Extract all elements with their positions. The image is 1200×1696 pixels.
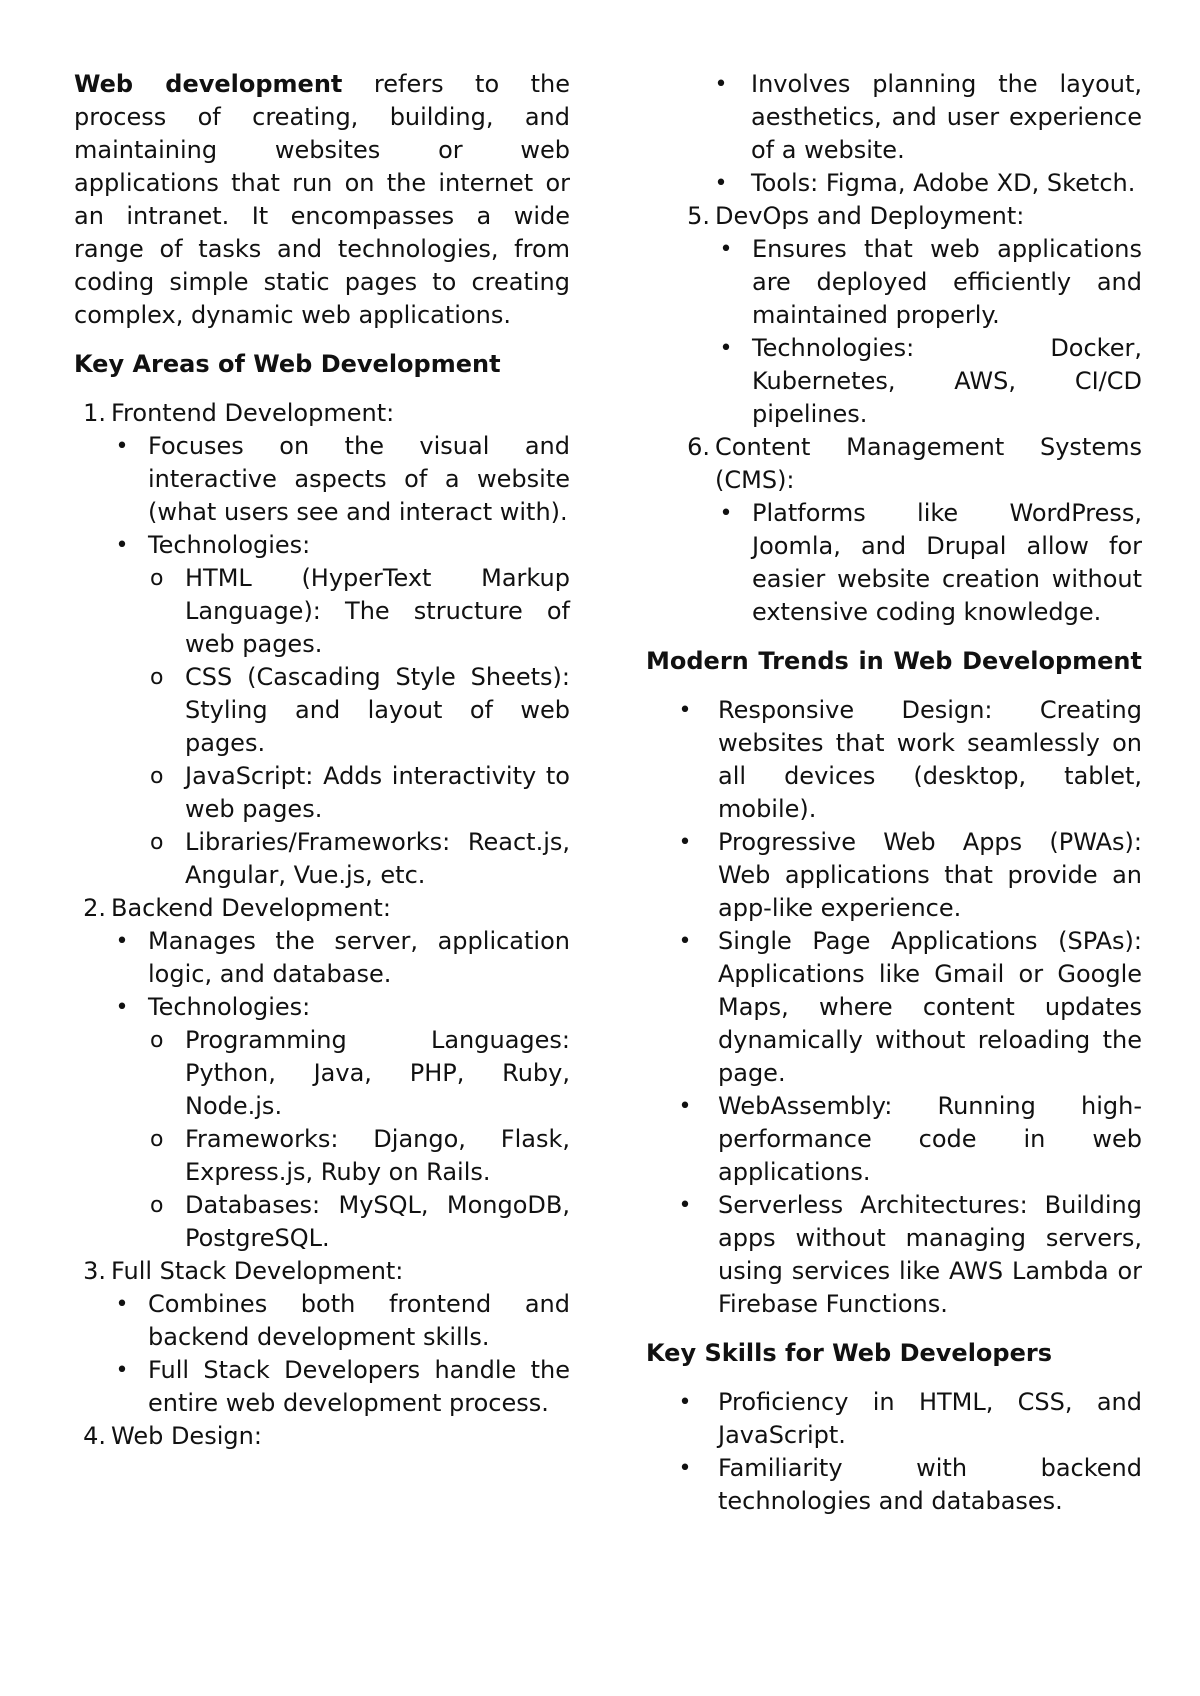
sub-bullet-text: Databases: MySQL, MongoDB, PostgreSQL. [185,1191,570,1252]
intro-text: refers to the process of creating, building, and maintaining websites or web applications that run on the internet or an intranet. It encompasses a wide range of tasks and technologies, from coding simple static pages to creating complex, dynamic web applications. [74,70,571,329]
item-title: Backend Development: [111,894,391,922]
sub-bullet-icon: o [150,764,164,789]
item-title: Full Stack Development: [111,1257,404,1285]
trend-text: Responsive Design: Creating websites that work seamlessly on all devices (desktop, tablet, mobile). [718,696,1142,823]
skill-text: Proficiency in HTML, CSS, and JavaScript. [718,1388,1142,1449]
trends-list [646,694,1142,1321]
bullet-icon: • [678,1193,692,1218]
bullet-text: Technologies: Docker, Kubernetes, AWS, CI/CD pipelines. [752,334,1142,428]
bullet-text: Full Stack Developers handle the entire web development process. [148,1356,570,1417]
bullet-icon: • [719,501,733,526]
item-number: 6. [687,433,710,461]
trend-text: Single Page Applications (SPAs): Applications like Gmail or Google Maps, where content updates dynamically without reloading the page. [718,927,1142,1087]
bullet-text: Involves planning the layout, aesthetics, and user experience of a website. [751,70,1142,164]
list-item-backend [74,892,570,1255]
bullet-icon: • [678,830,692,855]
list-item [646,68,1142,167]
list-item [715,332,1142,431]
list-item [111,1354,570,1420]
list-item [646,694,1142,826]
bullet-text: Platforms like WordPress, Joomla, and Drupal allow for easier website creation without extensive coding knowledge. [752,499,1142,626]
left-column [74,68,570,1453]
list-item [111,1288,570,1354]
sub-bullet-text: Programming Languages: Python, Java, PHP, Ruby, Node.js. [185,1026,570,1120]
list-item [646,925,1142,1090]
list-item [111,991,570,1255]
list-item [111,430,570,529]
trend-text: Serverless Architectures: Building apps without managing servers, using services like AWS Lambda or Firebase Functions. [718,1191,1142,1318]
list-item [646,1452,1142,1518]
item-number: 2. [83,894,106,922]
sub-bullet-text: Libraries/Frameworks: React.js, Angular, Vue.js, etc. [185,828,570,889]
right-column [646,68,1142,1518]
backend-bullets [111,925,570,1255]
list-item [148,826,570,892]
bullet-icon: • [678,1390,692,1415]
bullet-icon: • [714,171,728,196]
list-item [148,760,570,826]
list-item-web-design [74,1420,570,1453]
list-item [148,1189,570,1255]
list-item-devops [678,200,1142,431]
bullet-icon: • [719,336,733,361]
list-item [148,1024,570,1123]
list-item [646,1090,1142,1189]
key-areas-heading: Key Areas of Web Development [74,350,501,378]
bullet-text: Focuses on the visual and interactive aspects of a website (what users see and interact with). [148,432,570,526]
full-stack-bullets [111,1288,570,1420]
bullet-icon: • [678,1456,692,1481]
bullet-text: Technologies: [148,993,311,1021]
bullet-text: Ensures that web applications are deployed efficiently and maintained properly. [752,235,1142,329]
sub-bullet-icon: o [150,1127,164,1152]
trend-text: WebAssembly: Running high-performance code in web applications. [718,1092,1142,1186]
bullet-icon: • [714,72,728,97]
bullet-icon: • [115,533,129,558]
sub-bullet-icon: o [150,1028,164,1053]
bullet-text: Tools: Figma, Adobe XD, Sketch. [751,169,1136,197]
sub-bullet-icon: o [150,1193,164,1218]
list-item [646,167,1142,200]
bullet-icon: • [115,1358,129,1383]
item-title: Frontend Development: [111,399,395,427]
bullet-icon: • [115,434,129,459]
list-item-full-stack [74,1255,570,1420]
devops-bullets [715,233,1142,431]
sub-bullet-icon: o [150,566,164,591]
list-item [646,826,1142,925]
intro-paragraph [74,68,570,332]
bullet-icon: • [115,995,129,1020]
bullet-icon: • [115,929,129,954]
bullet-icon: • [678,1094,692,1119]
list-item [646,1386,1142,1452]
sub-bullet-text: JavaScript: Adds interactivity to web pages. [185,762,570,823]
item-title: Content Management Systems (CMS): [715,433,1142,494]
sub-bullet-text: CSS (Cascading Style Sheets): Styling and layout of web pages. [185,663,570,757]
list-item [646,1189,1142,1321]
sub-bullet-text: Frameworks: Django, Flask, Express.js, Ruby on Rails. [185,1125,570,1186]
skill-text: Familiarity with backend technologies and databases. [718,1454,1142,1515]
list-item [715,233,1142,332]
bullet-icon: • [115,1292,129,1317]
skills-list [646,1386,1142,1518]
sub-bullet-icon: o [150,665,164,690]
list-item [148,661,570,760]
list-item-cms [678,431,1142,629]
list-item [148,1123,570,1189]
backend-tech-list [148,1024,570,1255]
key-areas-list-continued [678,200,1142,629]
list-item [111,529,570,892]
item-number: 4. [83,1422,106,1450]
bullet-text: Manages the server, application logic, and database. [148,927,570,988]
frontend-tech-list [148,562,570,892]
list-item [148,562,570,661]
cms-bullets [715,497,1142,629]
key-areas-list [74,397,570,1453]
trends-heading: Modern Trends in Web Development [646,647,1142,675]
item-number: 5. [687,202,710,230]
list-item-frontend [74,397,570,892]
item-number: 1. [83,399,106,427]
sub-bullet-icon: o [150,830,164,855]
trend-text: Progressive Web Apps (PWAs): Web applications that provide an app-like experience. [718,828,1142,922]
web-design-bullets [646,68,1142,200]
bullet-icon: • [678,929,692,954]
skills-heading: Key Skills for Web Developers [646,1339,1052,1367]
list-item [715,497,1142,629]
frontend-bullets [111,430,570,892]
item-title: Web Design: [111,1422,262,1450]
bullet-text: Combines both frontend and backend development skills. [148,1290,570,1351]
item-title: DevOps and Deployment: [715,202,1025,230]
intro-bold-term: Web development [74,70,343,98]
item-number: 3. [83,1257,106,1285]
bullet-text: Technologies: [148,531,311,559]
bullet-icon: • [719,237,733,262]
list-item [111,925,570,991]
sub-bullet-text: HTML (HyperText Markup Language): The structure of web pages. [185,564,570,658]
bullet-icon: • [678,698,692,723]
